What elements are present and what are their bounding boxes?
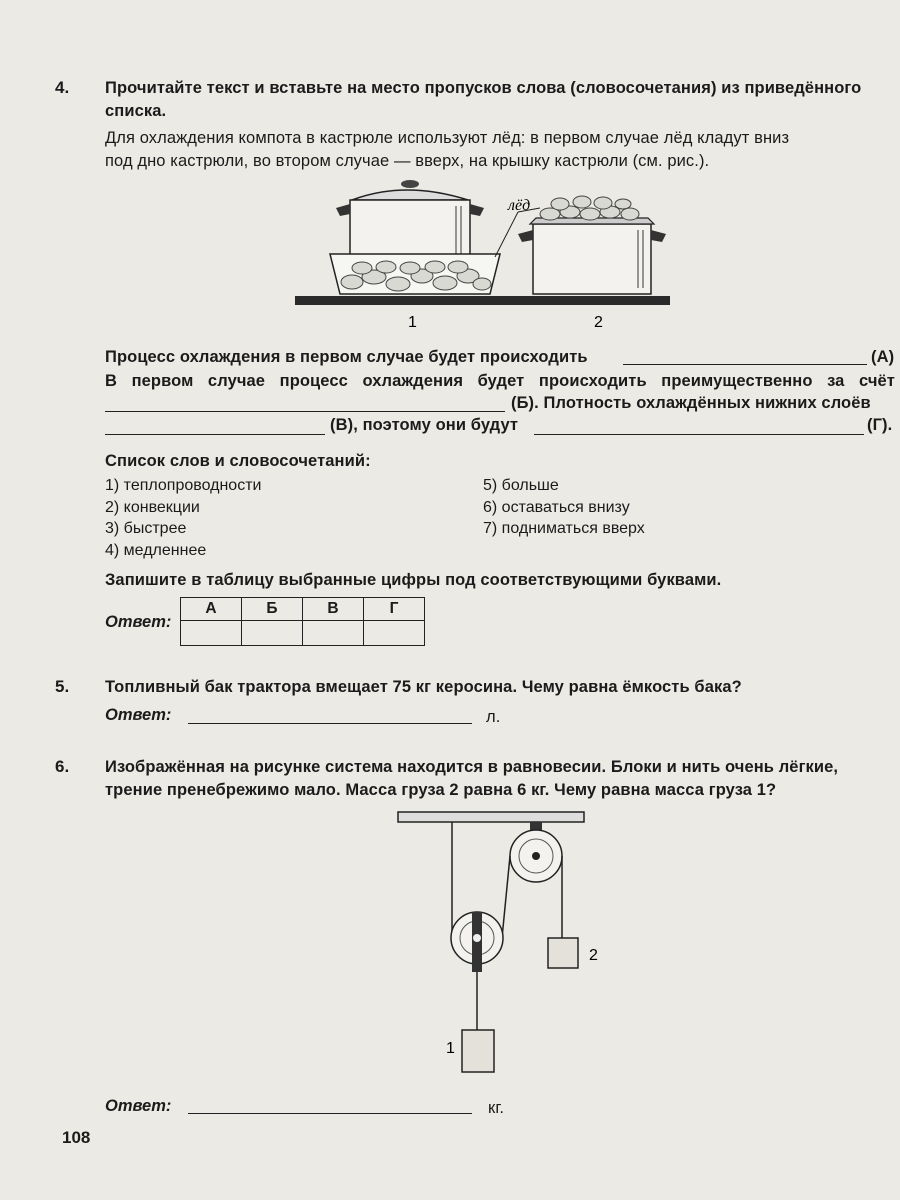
q4-number: 4.	[55, 78, 70, 97]
table-header-v: В	[303, 598, 364, 621]
pot-2	[518, 196, 666, 294]
page-number: 108	[62, 1128, 91, 1147]
table-surface	[295, 296, 670, 305]
table-cell-a[interactable]	[181, 621, 242, 646]
q4-para-line1: Процесс охлаждения в первом случае будет происходить	[105, 348, 588, 366]
load-1	[462, 1030, 494, 1072]
q4-para-line2: В первом случае процесс охлаждения будет происходить преимущественно за счёт	[105, 372, 895, 390]
ice-tray	[330, 254, 500, 294]
list-item: 6) оставаться внизу	[483, 498, 630, 516]
q6-text-line2: трение пренебрежимо мало. Масса груза 2 равна 6 кг. Чему равна масса груза 1?	[105, 781, 777, 799]
list-item: 2) конвекции	[105, 498, 200, 516]
table-header-a: А	[181, 598, 242, 621]
q4-para-line1-end: (А)	[871, 348, 895, 366]
blank-g[interactable]	[534, 434, 864, 435]
q6-number: 6.	[55, 757, 70, 776]
word-list-left	[105, 475, 261, 561]
table-cell-g[interactable]	[364, 621, 425, 646]
pulley-figure	[390, 808, 610, 1078]
q4-text-line1: Для охлаждения компота в кастрюле используют лёд: в первом случае лёд кладут вниз	[105, 129, 790, 147]
blank-a[interactable]	[623, 364, 867, 365]
q4-intro-line2: списка.	[105, 102, 167, 120]
list-item: 7) подниматься вверх	[483, 520, 645, 537]
pot-label-1: 1	[408, 314, 417, 331]
list-item: 1) теплопроводности	[105, 477, 262, 494]
load-2	[548, 938, 578, 968]
q6-answer-label: Ответ:	[105, 1097, 172, 1115]
q5-unit: л.	[486, 708, 501, 726]
q4-para-line4-end: (Г).	[867, 416, 893, 434]
q6-unit: кг.	[488, 1099, 505, 1117]
list-item: 5) больше	[483, 477, 559, 494]
q5-answer-line[interactable]	[188, 723, 472, 724]
q4-answer-label: Ответ:	[105, 613, 172, 631]
table-instruction: Запишите в таблицу выбранные цифры под соответствующими буквами.	[105, 571, 722, 589]
q4-para-line4-mid: (В), поэтому они будут	[330, 416, 519, 434]
ceiling	[398, 812, 584, 822]
table-cell-b[interactable]	[242, 621, 303, 646]
q6-text-line1: Изображённая на рисунке система находится в равновесии. Блоки и нить очень лёгкие,	[105, 758, 839, 776]
q5-answer-label: Ответ:	[105, 706, 172, 724]
q4-text-line2: под дно кастрюли, во втором случае — вверх, на крышку кастрюли (см. рис.).	[105, 152, 710, 170]
movable-pulley	[451, 912, 503, 972]
q6-answer-line[interactable]	[188, 1113, 472, 1114]
load-label-1: 1	[446, 1040, 455, 1057]
blank-v[interactable]	[105, 434, 325, 435]
ice-label: лёд	[508, 197, 531, 214]
q4-intro-line1: Прочитайте текст и вставьте на место пропусков слова (словосочетания) из приведённого	[105, 79, 862, 97]
list-item: 4) медленнее	[105, 541, 207, 559]
table-header-g: Г	[364, 598, 425, 621]
load-label-2: 2	[589, 947, 598, 964]
word-list-title: Список слов и словосочетаний:	[105, 452, 371, 470]
ice-pointer-1	[495, 212, 518, 257]
table-cell-v[interactable]	[303, 621, 364, 646]
blank-b[interactable]	[105, 411, 505, 412]
answer-table	[180, 597, 425, 646]
word-list-right	[483, 475, 645, 540]
pot-label-2: 2	[594, 314, 603, 331]
table-header-b: Б	[242, 598, 303, 621]
pots-figure	[290, 172, 690, 337]
q4-para-line3-end: (Б). Плотность охлаждённых нижних слоёв	[511, 394, 871, 412]
q5-number: 5.	[55, 677, 70, 696]
rope-middle	[502, 856, 510, 938]
fixed-pulley	[510, 830, 562, 882]
q5-text: Топливный бак трактора вмещает 75 кг керосина. Чему равна ёмкость бака?	[105, 678, 742, 696]
pot-1	[336, 180, 484, 260]
list-item: 3) быстрее	[105, 520, 187, 537]
